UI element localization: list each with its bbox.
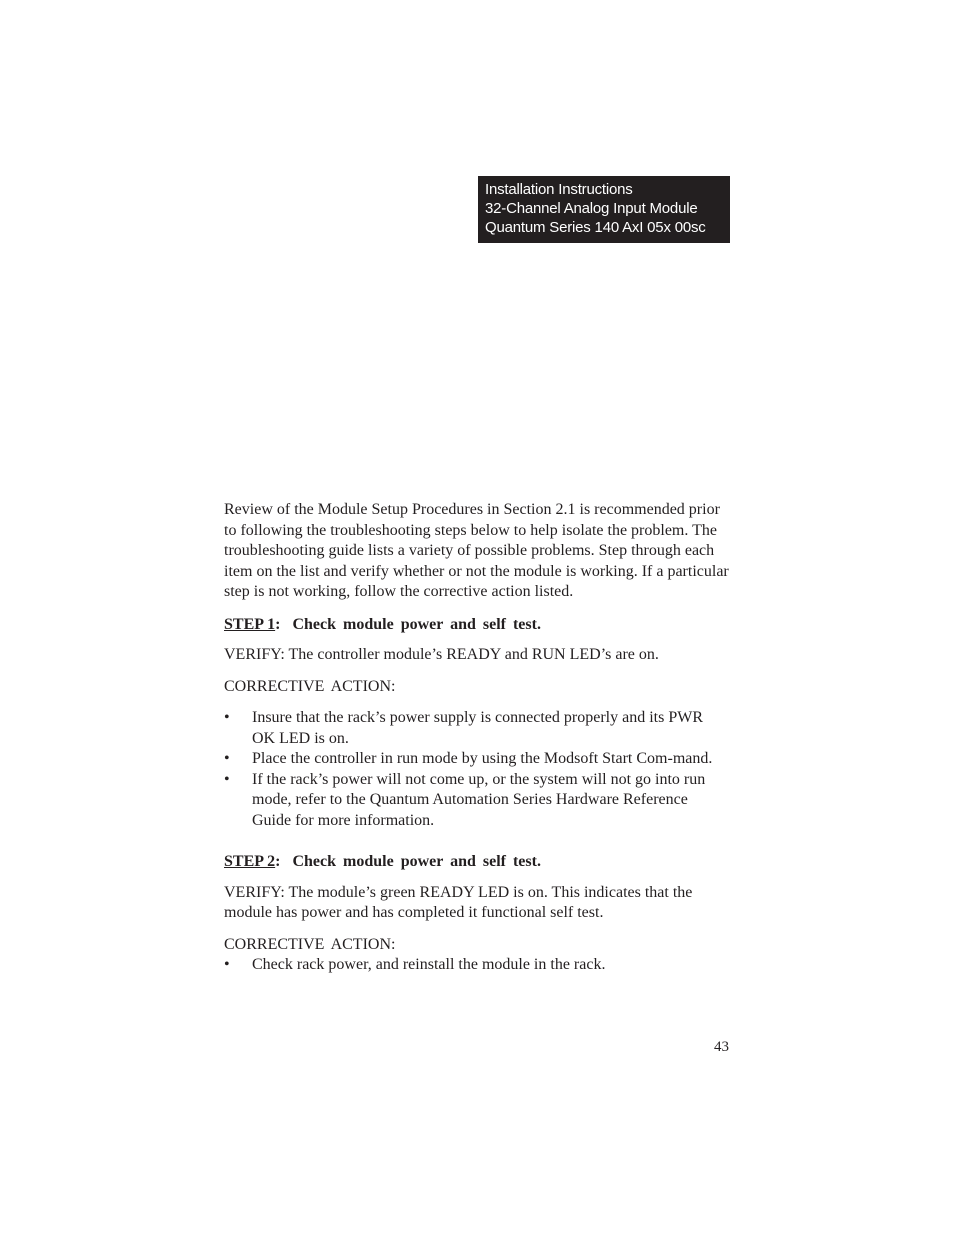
step-2-corrective-label: CORRECTIVE ACTION: [224, 935, 396, 953]
intro-paragraph: Review of the Module Setup Procedures in Section 2.1 is recommended prior to following the troubleshooting steps below to help isolate the problem. The troubleshooting guide lists a variety of possible problems. Step through each item on the list and verify whether or not the module is working. If a particular step is not working, follow the corrective action listed. [224, 501, 729, 600]
list-item [224, 708, 730, 749]
list-item [224, 749, 730, 770]
header-line-series: Quantum Series 140 AxI 05x 00sc [485, 219, 706, 236]
step-1-title: Check module power and self test. [292, 615, 541, 633]
header-line-product: 32-Channel Analog Input Module [485, 200, 698, 217]
step-1-corrective-label: CORRECTIVE ACTION: [224, 677, 396, 695]
document-header-box [478, 176, 730, 243]
step-2-bullet-list [224, 955, 730, 976]
bullet-text: Check rack power, and reinstall the module in the rack. [252, 956, 606, 973]
list-item [224, 770, 730, 832]
header-line-title: Installation Instructions [485, 181, 633, 198]
step-1-verify: VERIFY: The controller module’s READY and RUN LED’s are on. [224, 646, 659, 663]
step-2-verify: VERIFY: The module’s green READY LED is on. This indicates that the module has power and has completed it functional self test. [224, 883, 693, 921]
troubleshooting-content [224, 500, 730, 976]
step-2-colon: : [275, 853, 281, 870]
bullet-icon: • [224, 709, 230, 726]
bullet-text: Place the controller in run mode by using the Modsoft Start Com-mand. [252, 750, 713, 767]
bullet-text: Insure that the rack’s power supply is connected properly and its PWR OK LED is on. [252, 709, 703, 747]
step-2-label: STEP 2 [224, 853, 276, 870]
bullet-icon: • [224, 750, 230, 767]
step-2-heading [224, 852, 730, 873]
bullet-icon: • [224, 956, 230, 973]
step-1-label: STEP 1 [224, 615, 276, 633]
list-item [224, 955, 730, 976]
step-1-bullet-list [224, 708, 730, 831]
step-2-title: Check module power and self test. [292, 853, 541, 870]
page-number: 43 [714, 1039, 729, 1055]
step-1-heading [224, 615, 730, 636]
step-1-colon: : [275, 615, 281, 633]
bullet-icon: • [224, 770, 230, 788]
bullet-text: If the rack’s power will not come up, or the system will not go into run mode, refer to the Quantum Automation Series Hardware Reference Guide for more information. [252, 770, 706, 829]
